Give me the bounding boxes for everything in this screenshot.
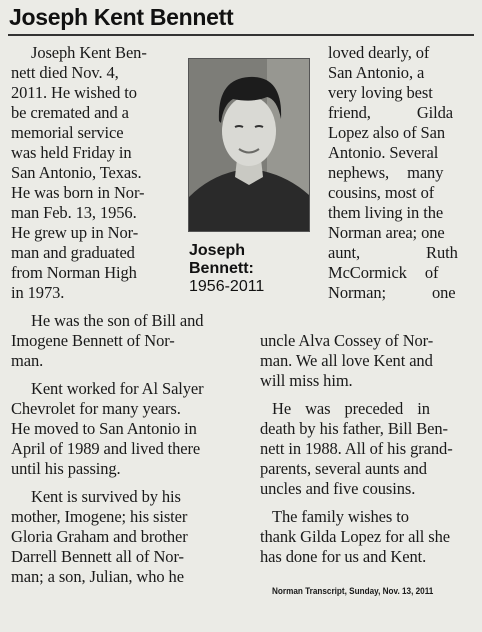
body-line: thank Gilda Lopez for all she: [260, 527, 450, 546]
caption-dates: 1956-2011: [189, 278, 265, 295]
body-line: nett died Nov. 4,: [11, 63, 119, 82]
body-line: death by his father, Bill Ben-: [260, 419, 448, 438]
body-line: man.: [11, 351, 44, 370]
body-line: Gloria Graham and brother: [11, 527, 188, 546]
body-line: aunt, Ruth: [328, 243, 458, 262]
body-line: San Antonio, Texas.: [11, 163, 142, 182]
body-line: Norman; one: [328, 283, 456, 302]
body-line: Lopez also of San: [328, 123, 445, 142]
portrait-photo-icon: [189, 59, 309, 231]
body-line: San Antonio, a: [328, 63, 425, 82]
body-line: The family wishes to: [272, 507, 409, 526]
body-line: He grew up in Nor-: [11, 223, 139, 242]
headline: Joseph Kent Bennett: [9, 4, 234, 30]
portrait-photo: [188, 58, 310, 232]
caption-name-first: Joseph: [189, 242, 246, 259]
body-line: Kent worked for Al Salyer: [31, 379, 204, 398]
body-line: Imogene Bennett of Nor-: [11, 331, 175, 350]
body-line: was held Friday in: [11, 143, 132, 162]
body-line: He was the son of Bill and: [31, 311, 204, 330]
body-line: He was born in Nor-: [11, 183, 145, 202]
body-line: Joseph Kent Ben-: [31, 43, 147, 62]
body-line: uncle Alva Cossey of Nor-: [260, 331, 434, 350]
body-line: nephews, many: [328, 163, 444, 182]
body-line: will miss him.: [260, 371, 353, 390]
body-line: He moved to San Antonio in: [11, 419, 197, 438]
photo-caption: [189, 242, 264, 296]
body-line: Antonio. Several: [328, 143, 439, 162]
body-line: them living in the: [328, 203, 444, 222]
body-line: Darrell Bennett all of Nor-: [11, 547, 184, 566]
body-line: Chevrolet for many years.: [11, 399, 181, 418]
body-line: man; a son, Julian, who he: [11, 567, 184, 586]
body-line: loved dearly, of: [328, 43, 430, 62]
headline-rule: [8, 34, 474, 36]
source-credit: Norman Transcript, Sunday, Nov. 13, 2011: [272, 586, 434, 597]
body-line: in 1973.: [11, 283, 65, 302]
body-line: friend, Gilda: [328, 103, 454, 122]
body-line: He was preceded in: [272, 399, 430, 418]
body-line: Norman area; one: [328, 223, 445, 242]
body-line: until his passing.: [11, 459, 121, 478]
body-line: man. We all love Kent and: [260, 351, 433, 370]
body-line: mother, Imogene; his sister: [11, 507, 188, 526]
caption-name-last: Bennett:: [189, 260, 254, 277]
body-line: uncles and five cousins.: [260, 479, 416, 498]
body-line: man Feb. 13, 1956.: [11, 203, 137, 222]
body-line: man and graduated: [11, 243, 135, 262]
body-line: be cremated and a: [11, 103, 129, 122]
body-line: very loving best: [328, 83, 433, 102]
body-line: April of 1989 and lived there: [11, 439, 201, 458]
body-line: 2011. He wished to: [11, 83, 137, 102]
body-line: memorial service: [11, 123, 124, 142]
body-line: from Norman High: [11, 263, 137, 282]
body-line: has done for us and Kent.: [260, 547, 427, 566]
body-line: nett in 1988. All of his grand-: [260, 439, 453, 458]
body-line: cousins, most of: [328, 183, 435, 202]
body-line: parents, several aunts and: [260, 459, 427, 478]
body-line: Kent is survived by his: [31, 487, 181, 506]
body-line: McCormick of: [328, 263, 439, 282]
